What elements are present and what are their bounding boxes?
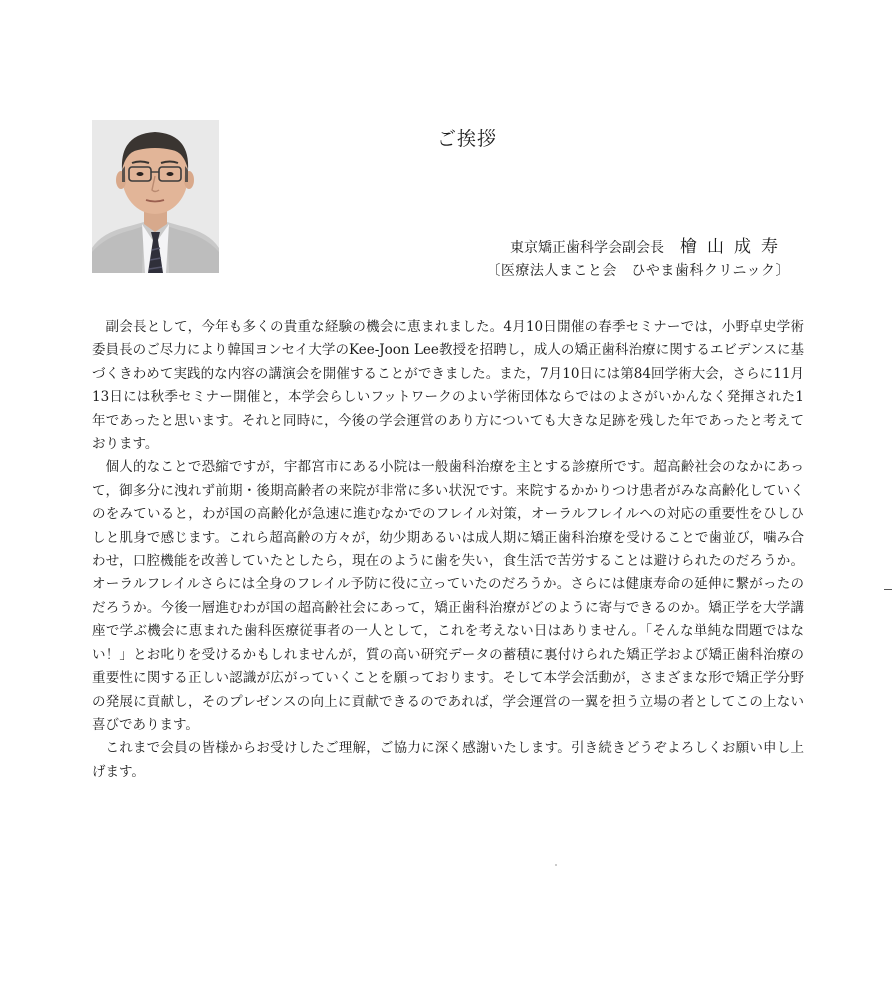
scan-dot: [555, 864, 557, 866]
author-role: 東京矯正歯科学会副会長: [510, 240, 664, 256]
author-name: 檜山成寿: [680, 237, 788, 257]
body-paragraph: 副会長として，今年も多くの貴重な経験の機会に恵まれました。4月10日開催の春季セミナーでは，小野卓史学術委員長のご尽力により韓国ヨンセイ大学のKee-Joon Lee教授を招聘し，成人の矯正歯科治療に関するエビデンスに基づくきわめて実践的な内容の講演会を開催することができました。また，7月10日には第84回学術大会，さらに11月13日には秋季セミナー開催と，本学会らしいフットワークのよい学術団体ならではのよさがいかんなく発揮された1年であったと思います。それと同時に，今後の学会運営のあり方についても大きな足跡を残した年であったと考えております。: [92, 319, 804, 453]
author-affiliation: 〔医療法人まこと会 ひやま歯科クリニック〕: [486, 263, 790, 279]
greeting-body: [92, 316, 804, 784]
scan-edge-mark: [884, 589, 892, 590]
author-byline: [510, 232, 788, 257]
body-paragraph: 個人的なことで恐縮ですが，宇都宮市にある小院は一般歯科治療を主とする診療所です。超高齢社会のなかにあって，御多分に洩れず前期・後期高齢者の来院が非常に多い状況です。来院するかかりつけ患者がみな高齢化していくのをみていると，わが国の高齢化が急速に進むなかでのフレイル対策，オーラルフレイルへの対応の重要性をひしひしと肌身で感じます。これら超高齢の方々が，幼少期あるいは成人期に矯正歯科治療を受けることで歯並び，噛み合わせ，口腔機能を改善していたとしたら，現在のように歯を失い，食生活で苦労することは避けられたのだろうか。オーラルフレイルさらには全身のフレイル予防に役に立っていたのだろうか。さらには健康寿命の延伸に繋がったのだろうか。今後一層進むわが国の超高齢社会にあって，矯正歯科治療がどのように寄与できるのか。矯正学を大学講座で学ぶ機会に恵まれた歯科医療従事者の一人として，これを考えない日はありません。「そんな単純な問題ではない！」とお叱りを受けるかもしれませんが，質の高い研究データの蓄積に裏付けられた矯正学および矯正歯科治療の重要性に関する正しい認識が広がっていくことを願っております。そして本学会活動が，さまざまな形で矯正学分野の発展に貢献し，そのプレゼンスの向上に貢献できるのであれば，学会運営の一翼を担う立場の者としてこの上ない喜びであります。: [92, 459, 804, 733]
page-title: ご挨拶: [436, 128, 497, 150]
body-paragraph: これまで会員の皆様からお受けしたご理解，ご協力に深く感謝いたします。引き続きどうぞよろしくお願い申し上げます。: [92, 740, 804, 780]
